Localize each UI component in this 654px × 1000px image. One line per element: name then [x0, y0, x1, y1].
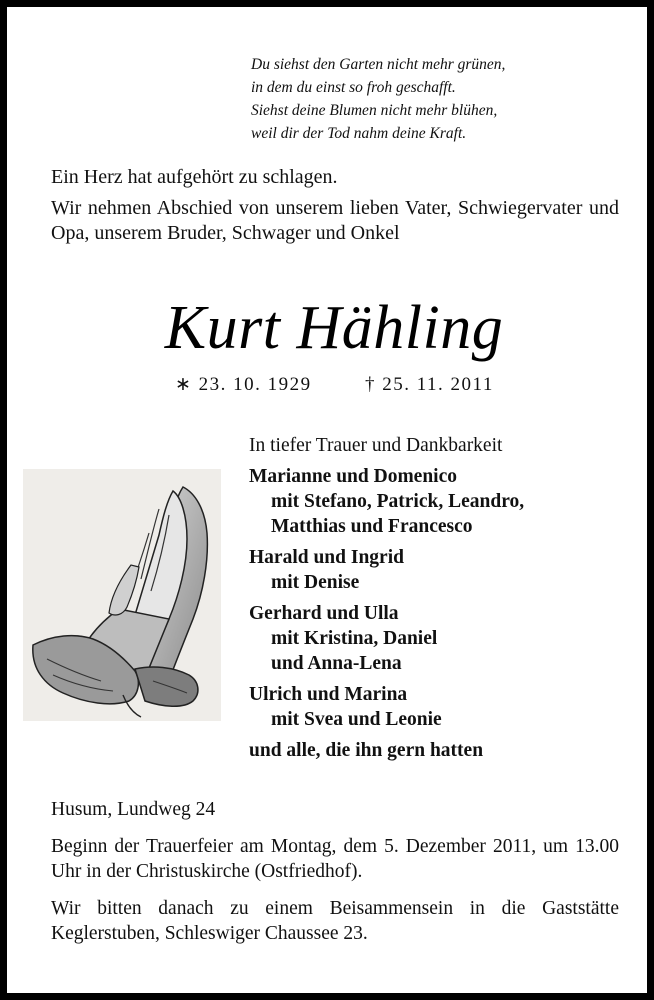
address: Husum, Lundweg 24: [51, 799, 216, 820]
mourner-sub: mit Svea und Leonie: [271, 709, 442, 730]
intro-line: Ein Herz hat aufgehört zu schlagen.: [51, 166, 338, 188]
memorial-poem: [251, 53, 621, 145]
poem-line: in dem du einst so froh geschafft.: [251, 79, 456, 96]
intro-text: [51, 165, 619, 246]
mourner-sub: Matthias und Francesco: [271, 516, 473, 537]
mourner-lead: Harald und Ingrid: [249, 547, 404, 568]
mourner-lead: Gerhard und Ulla: [249, 603, 399, 624]
gathering-info: Wir bitten danach zu einem Beisammensein in die Gaststätte Keglerstuben, Schleswiger Chaussee 23.: [51, 898, 619, 944]
mourners-heading: In tiefer Trauer und Dankbarkeit: [249, 435, 503, 456]
praying-hands-icon: [23, 469, 221, 721]
poem-line: weil dir der Tod nahm deine Kraft.: [251, 125, 467, 142]
mourner-group: [249, 682, 629, 732]
mourner-lead: Marianne und Domenico: [249, 466, 458, 487]
birth-date: ∗ 23. 10. 1929: [175, 374, 312, 395]
mourner-group: [249, 601, 629, 676]
mourner-group: [249, 545, 629, 595]
mourner-sub: mit Stefano, Patrick, Leandro,: [271, 491, 525, 512]
mourners-list: [249, 433, 629, 763]
mourner-group: [249, 464, 629, 539]
mourner-sub: und Anna-Lena: [271, 653, 402, 674]
deceased-name: Kurt Hähling: [164, 294, 504, 362]
intro-paragraph: Wir nehmen Abschied von unserem lieben Vater, Schwiegervater und Opa, unserem Bruder, Schwager und Onkel: [51, 197, 619, 244]
mourners-closing: und alle, die ihn gern hatten: [249, 740, 484, 761]
mourner-sub: mit Denise: [271, 572, 360, 593]
poem-line: Du siehst den Garten nicht mehr grünen,: [251, 56, 506, 73]
service-info: Beginn der Trauerfeier am Montag, dem 5. Dezember 2011, um 13.00 Uhr in der Christuskirche (Ostfriedhof).: [51, 836, 619, 882]
death-date: † 25. 11. 2011: [365, 374, 494, 395]
mourner-lead: Ulrich und Marina: [249, 684, 408, 705]
poem-line: Siehst deine Blumen nicht mehr blühen,: [251, 102, 498, 119]
mourner-sub: mit Kristina, Daniel: [271, 628, 438, 649]
footer-info: [51, 797, 619, 958]
